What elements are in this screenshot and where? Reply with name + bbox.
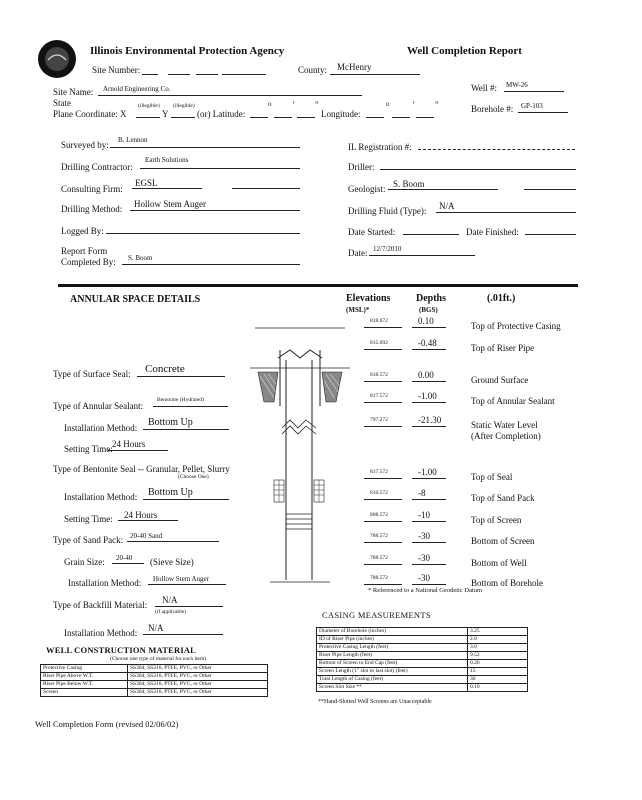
construction-label: Protective Casing <box>41 665 128 673</box>
elevation-value: 817.572 <box>370 393 388 399</box>
il-reg-label: IL Registration #: <box>348 142 412 152</box>
well-diagram <box>250 320 350 590</box>
site-name-label: Site Name: <box>53 87 94 97</box>
driller-line[interactable] <box>380 169 576 170</box>
surface-seal-line[interactable] <box>137 376 225 377</box>
well-label: Well #: <box>471 83 498 93</box>
precision-header: (.01ft.) <box>487 293 516 304</box>
footnote: * Referenced to a National Geodetic Datum <box>368 587 483 594</box>
lat-line-1[interactable] <box>250 117 268 118</box>
depth-value: -1.00 <box>418 467 437 477</box>
casing-label: Bottom of Screen to End Cap (feet) <box>317 660 468 668</box>
sieve-size: (Sieve Size) <box>150 557 194 567</box>
longitude-label: Longitude: <box>321 109 361 119</box>
row-label: Top of Seal <box>471 472 513 482</box>
date-started-label: Date Started: <box>348 227 396 237</box>
drilling-method-label: Drilling Method: <box>61 204 123 214</box>
install-method-value-4: N/A <box>148 623 164 633</box>
construction-options[interactable]: SS304, SS316, PTFE, PVC, or Other <box>128 689 268 697</box>
consulting-firm-label: Consulting Firm: <box>61 184 123 194</box>
lat-line-2[interactable] <box>274 117 292 118</box>
drilling-method-line[interactable] <box>130 210 300 211</box>
completed-by-value: S. Boom <box>128 254 153 262</box>
date-line[interactable] <box>369 255 475 256</box>
depth-line[interactable] <box>412 327 446 328</box>
elevation-value: 818.572 <box>370 372 388 378</box>
backfill-line[interactable] <box>155 606 223 607</box>
depth-line[interactable] <box>412 584 446 585</box>
casing-row <box>317 684 528 692</box>
depth-line[interactable] <box>412 478 446 479</box>
row-label: Top of Screen <box>471 515 522 525</box>
elevation-line[interactable] <box>364 564 402 565</box>
elevation-value: 797.272 <box>370 417 388 423</box>
row-label: Top of Riser Pipe <box>471 343 535 353</box>
depth-value: 0.10 <box>418 316 434 326</box>
site-number-line-2[interactable] <box>168 74 190 75</box>
depth-value: -21.30 <box>418 415 442 425</box>
casing-row <box>317 668 528 676</box>
casing-label: Total Length of Casing (feet) <box>317 676 468 684</box>
elevation-value: 818.672 <box>370 318 388 324</box>
construction-row <box>41 673 268 681</box>
site-name-value: Arnold Engineering Co. <box>103 85 171 93</box>
grain-size-line[interactable] <box>112 563 144 564</box>
depth-value: -30 <box>418 553 430 563</box>
sand-pack-value: 20-40 Sand <box>130 532 163 540</box>
well-line[interactable] <box>504 91 564 92</box>
x-value: (illegible) <box>138 103 160 109</box>
row-label: Top of Annular Sealant <box>471 396 555 406</box>
msl-sub: (MSL)* <box>346 306 370 314</box>
borehole-line[interactable] <box>518 112 568 113</box>
setting-time-line-1[interactable] <box>108 450 168 451</box>
depth-line[interactable] <box>412 381 446 382</box>
elevation-value: 808.572 <box>370 512 388 518</box>
depth-value: -0.48 <box>418 338 437 348</box>
casing-row <box>317 676 528 684</box>
construction-row <box>41 665 268 673</box>
date-started-line[interactable] <box>403 234 459 235</box>
elevation-value: 788.572 <box>370 555 388 561</box>
sand-pack-line[interactable] <box>127 541 219 542</box>
depths-header: Depths <box>416 293 447 304</box>
construction-label: Riser Pipe Below W.T. <box>41 681 128 689</box>
row-label: Bottom of Screen <box>471 536 535 546</box>
plane-coord-label: Plane Coordinate: X <box>53 109 127 119</box>
backfill-label: Type of Backfill Material: <box>53 600 148 610</box>
borehole-value: GP-103 <box>521 102 543 110</box>
if-applicable: (if applicable) <box>155 609 186 615</box>
lon-sec: " <box>435 100 439 110</box>
elevations-header: Elevations <box>346 293 391 304</box>
install-method-line-2[interactable] <box>143 499 229 500</box>
county-value: McHenry <box>337 62 372 72</box>
drilling-contractor-label: Drilling Contractor: <box>61 162 133 172</box>
depth-line[interactable] <box>412 402 446 403</box>
construction-subtitle: (Choose one type of material for each item) <box>110 656 207 662</box>
lon-line-2[interactable] <box>392 117 410 118</box>
depth-line[interactable] <box>412 564 446 565</box>
logged-by-line[interactable] <box>106 233 300 234</box>
elevation-line[interactable] <box>364 478 402 479</box>
depth-value: -8 <box>418 488 426 498</box>
elevation-line[interactable] <box>364 499 402 500</box>
surveyed-by-value: B. Lennon <box>118 136 148 144</box>
logged-by-label: Logged By: <box>61 226 104 236</box>
county-label: County: <box>298 65 328 75</box>
date-finished-line[interactable] <box>525 234 576 235</box>
elevation-value: 788.572 <box>370 575 388 581</box>
depth-value: -1.00 <box>418 391 437 401</box>
casing-row <box>317 644 528 652</box>
depth-value: 0.00 <box>418 370 434 380</box>
lat-deg: o <box>268 100 272 108</box>
casing-label: Diameter of Borehole (inches) <box>317 628 468 636</box>
depth-line[interactable] <box>412 542 446 543</box>
construction-options[interactable]: SS304, SS316, PTFE, PVC, or Other <box>128 665 268 673</box>
construction-options[interactable]: SS304, SS316, PTFE, PVC, or Other <box>128 673 268 681</box>
row-label: Top of Protective Casing <box>471 321 561 331</box>
row-label: Bottom of Borehole <box>471 578 543 588</box>
drilling-fluid-label: Drilling Fluid (Type): <box>348 206 427 216</box>
x-line[interactable] <box>136 117 160 118</box>
surface-seal-label: Type of Surface Seal: <box>53 369 131 379</box>
il-reg-line[interactable] <box>418 149 575 150</box>
date-value: 12/7/2010 <box>373 245 402 253</box>
elevation-line[interactable] <box>364 542 402 543</box>
footer-text: Well Completion Form (revised 02/06/02) <box>35 719 179 729</box>
row-label: Top of Sand Pack <box>471 493 535 503</box>
latitude-label: (or) Latitude: <box>197 109 246 119</box>
choose-one: (Choose One) <box>178 474 209 480</box>
depth-line[interactable] <box>412 349 446 350</box>
lon-deg: o <box>386 100 390 108</box>
site-number-line-1[interactable] <box>142 74 158 75</box>
annular-sealant-value: Bentonite (Hydrated) <box>157 397 204 403</box>
drilling-contractor-value: Earth Solutions <box>145 156 189 164</box>
depth-line[interactable] <box>412 499 446 500</box>
casing-note: **Hand-Slotted Well Screens are Unacceptable <box>318 699 432 705</box>
lon-line-1[interactable] <box>366 117 384 118</box>
install-method-line-3[interactable] <box>148 584 226 585</box>
depth-value: -30 <box>418 573 430 583</box>
lon-line-3[interactable] <box>416 117 434 118</box>
row-label: Ground Surface <box>471 375 529 385</box>
state-label: State <box>53 98 71 108</box>
install-method-value-2: Bottom Up <box>148 487 193 498</box>
geologist-line-2[interactable] <box>524 189 576 190</box>
elevation-line[interactable] <box>364 327 402 328</box>
date-finished-label: Date Finished: <box>466 227 519 237</box>
drilling-fluid-line[interactable] <box>436 212 576 213</box>
lon-min: ' <box>413 100 415 110</box>
casing-row <box>317 636 528 644</box>
consulting-firm-value: EGSL <box>135 178 158 188</box>
site-number-label: Site Number: <box>92 65 141 75</box>
elevation-value: 815.092 <box>370 340 388 346</box>
setting-time-value-2: 24 Hours <box>124 510 158 520</box>
grain-size-value: 20-40 <box>116 554 133 562</box>
elevation-line[interactable] <box>364 349 402 350</box>
setting-time-line-2[interactable] <box>118 520 178 521</box>
grain-size-label: Grain Size: <box>64 557 105 567</box>
casing-row <box>317 628 528 636</box>
section-divider <box>58 284 578 287</box>
setting-time-label-2: Setting Time: <box>64 514 113 524</box>
surveyed-by-label: Surveyed by: <box>61 140 109 150</box>
bgs-sub: (BGS) <box>419 306 438 314</box>
casing-value[interactable]: 2.0 <box>468 636 528 644</box>
casing-value[interactable]: 9.52 <box>468 652 528 660</box>
surveyed-by-line[interactable] <box>110 147 300 148</box>
depth-line[interactable] <box>412 521 446 522</box>
casing-table <box>316 627 528 692</box>
casing-value[interactable]: 15 <box>468 668 528 676</box>
install-method-label-4: Installation Method: <box>64 628 138 638</box>
construction-label: Screen <box>41 689 128 697</box>
elevation-line[interactable] <box>364 584 402 585</box>
row-label: Bottom of Well <box>471 558 527 568</box>
setting-time-value-1: 24 Hours <box>112 439 146 449</box>
report-form-label: Report Form <box>61 246 108 256</box>
completed-by-line[interactable] <box>122 264 300 265</box>
construction-options[interactable]: SS304, SS316, PTFE, PVC, or Other <box>128 681 268 689</box>
casing-value[interactable]: 0.10 <box>468 684 528 692</box>
annular-sealant-line[interactable] <box>153 406 228 407</box>
elevation-value: 788.572 <box>370 533 388 539</box>
install-method-line-1[interactable] <box>143 429 229 430</box>
casing-value[interactable]: 3.25 <box>468 628 528 636</box>
elevation-line[interactable] <box>364 402 402 403</box>
construction-table <box>40 664 268 697</box>
geologist-line[interactable] <box>388 189 498 190</box>
geologist-label: Geologist: <box>348 184 386 194</box>
borehole-label: Borehole #: <box>471 104 514 114</box>
annular-title: ANNULAR SPACE DETAILS <box>70 294 201 305</box>
casing-label: Riser Pipe Length (feet) <box>317 652 468 660</box>
date-label: Date: <box>348 248 368 258</box>
completed-by-label: Completed By: <box>61 257 116 267</box>
casing-label: Screen Slot Size ** <box>317 684 468 692</box>
driller-label: Driller: <box>348 162 375 172</box>
site-number-line-3[interactable] <box>196 74 218 75</box>
casing-label: Screen Length (1" slot to last slot) (feet) <box>317 668 468 676</box>
construction-title: WELL CONSTRUCTION MATERIAL <box>46 645 197 655</box>
construction-row <box>41 681 268 689</box>
y-label: Y <box>162 109 169 119</box>
consulting-firm-line[interactable] <box>132 188 202 189</box>
backfill-value: N/A <box>162 595 178 605</box>
drilling-fluid-value: N/A <box>439 201 455 211</box>
agency-logo <box>38 40 76 78</box>
agency-title: Illinois Environmental Protection Agency <box>90 45 285 57</box>
casing-label: ID of Riser Pipe (inches) <box>317 636 468 644</box>
sand-pack-label: Type of Sand Pack: <box>53 535 124 545</box>
bentonite-seal-label: Type of Bentonite Seal -- Granular, Pellet, Slurry <box>53 464 230 474</box>
well-value: MW-26 <box>506 81 528 89</box>
elevation-value: 810.572 <box>370 490 388 496</box>
setting-time-label-1: Setting Time: <box>64 444 113 454</box>
depth-value: -30 <box>418 531 430 541</box>
elevation-line[interactable] <box>364 426 402 427</box>
drilling-method-value: Hollow Stem Auger <box>134 199 206 209</box>
install-method-line-4[interactable] <box>143 634 223 635</box>
elevation-line[interactable] <box>364 521 402 522</box>
casing-title: CASING MEASUREMENTS <box>322 610 431 620</box>
install-method-label-3: Installation Method: <box>68 578 142 588</box>
depth-value: -10 <box>418 510 430 520</box>
casing-label: Protective Casing Length (feet) <box>317 644 468 652</box>
report-title: Well Completion Report <box>407 45 522 57</box>
construction-row <box>41 689 268 697</box>
casing-value[interactable]: 3.0 <box>468 644 528 652</box>
install-method-label-2: Installation Method: <box>64 492 138 502</box>
site-number-line-4[interactable] <box>222 74 266 75</box>
y-value: (illegible) <box>173 103 195 109</box>
install-method-label-1: Installation Method: <box>64 423 138 433</box>
casing-value[interactable]: 30 <box>468 676 528 684</box>
drilling-contractor-line[interactable] <box>140 168 300 169</box>
install-method-value-3: Hollow Stem Auger <box>153 575 209 583</box>
lat-line-3[interactable] <box>297 117 315 118</box>
depth-line[interactable] <box>412 426 446 427</box>
county-line[interactable] <box>330 74 420 75</box>
site-name-line[interactable] <box>98 95 362 96</box>
y-line[interactable] <box>171 117 195 118</box>
elevation-line[interactable] <box>364 381 402 382</box>
casing-row <box>317 652 528 660</box>
surface-seal-value: Concrete <box>145 363 185 375</box>
casing-row <box>317 660 528 668</box>
row-label: Static Water Level <box>471 420 538 430</box>
construction-label: Riser Pipe Above W.T. <box>41 673 128 681</box>
annular-sealant-label: Type of Annular Sealant: <box>53 401 144 411</box>
lat-min: ' <box>293 100 295 110</box>
row-label-2: (After Completion) <box>471 431 541 441</box>
lat-sec: " <box>315 100 319 110</box>
casing-value[interactable]: 0.26 <box>468 660 528 668</box>
seal-icon <box>38 40 76 78</box>
geologist-value: S. Boom <box>393 179 425 189</box>
elevation-value: 817.572 <box>370 469 388 475</box>
consulting-firm-line-2[interactable] <box>232 188 300 189</box>
install-method-value-1: Bottom Up <box>148 417 193 428</box>
